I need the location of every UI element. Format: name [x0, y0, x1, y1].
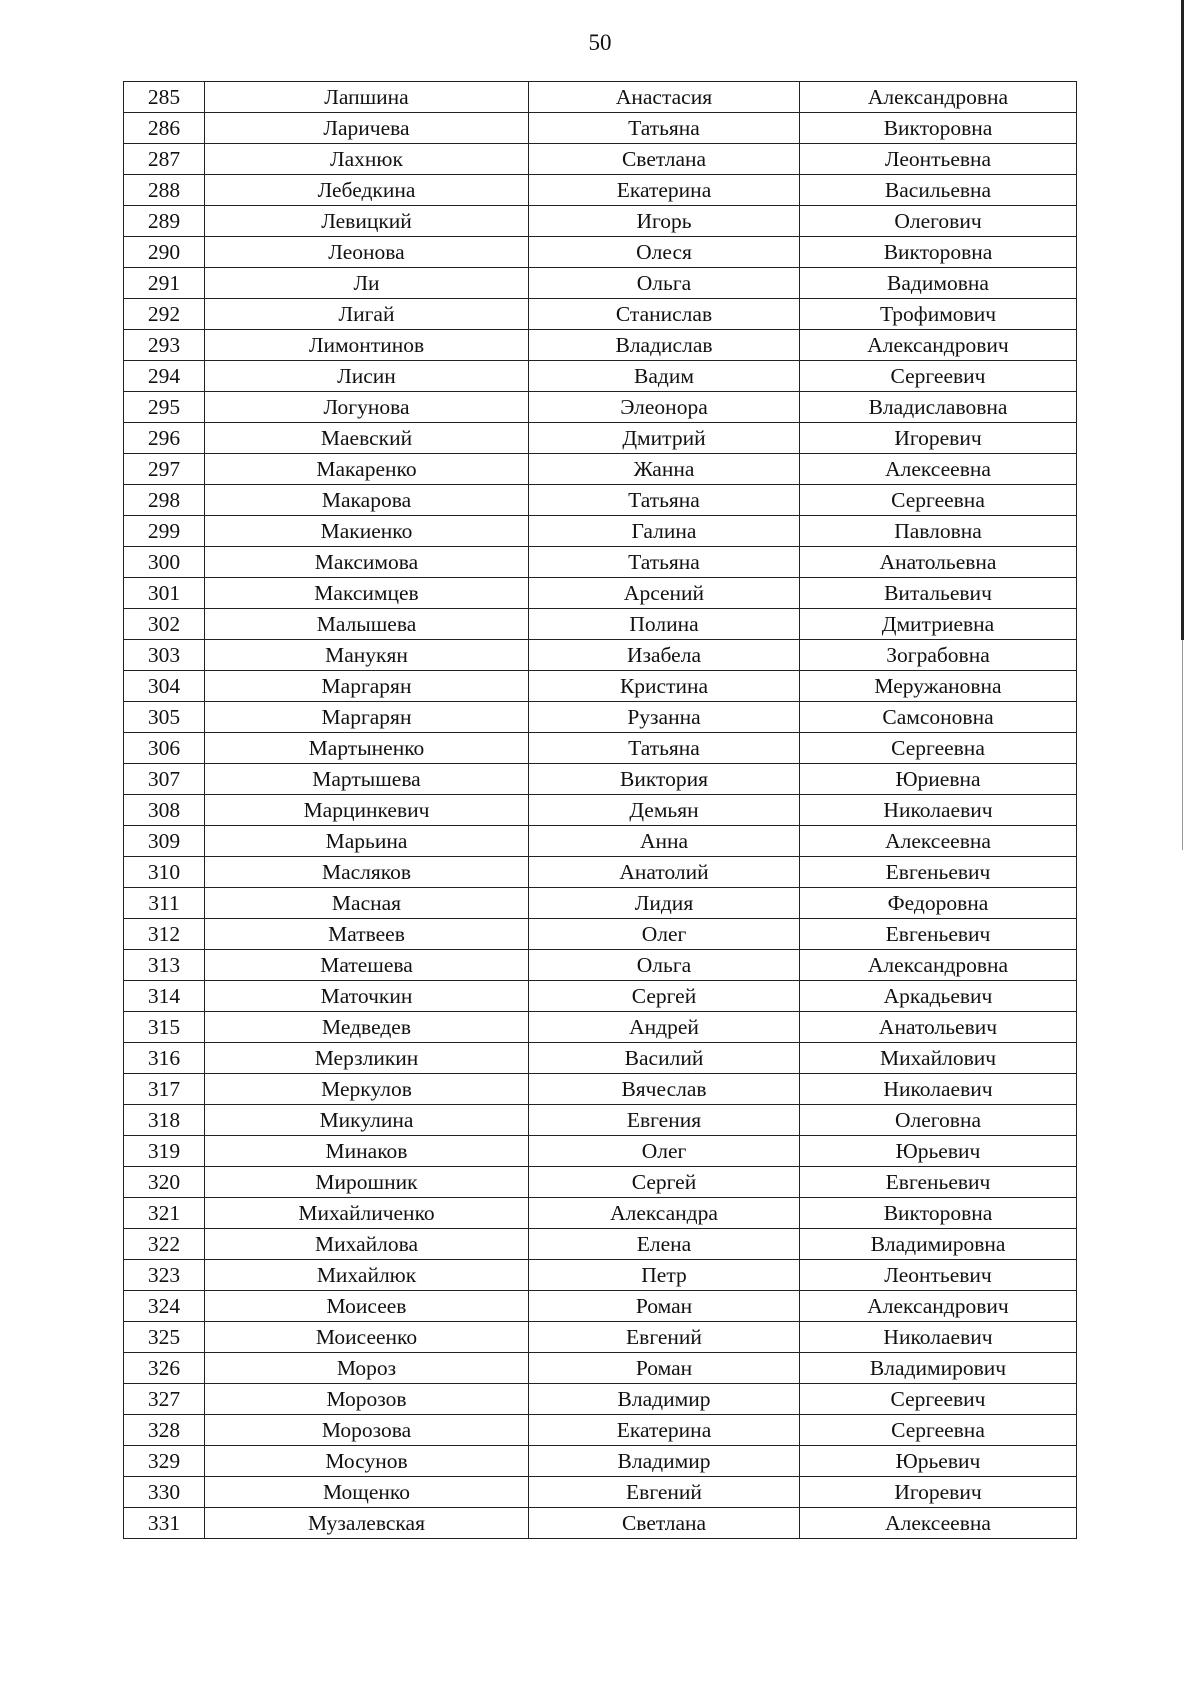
last-name-cell: Маевский — [205, 423, 529, 454]
patronymic-cell: Игоревич — [800, 423, 1077, 454]
first-name-cell: Евгения — [529, 1105, 800, 1136]
table-row — [124, 1105, 1077, 1136]
row-number-cell: 296 — [124, 423, 205, 454]
table-row — [124, 82, 1077, 113]
first-name-cell: Анастасия — [529, 82, 800, 113]
last-name-cell: Маргарян — [205, 702, 529, 733]
table-row — [124, 175, 1077, 206]
patronymic-cell: Дмитриевна — [800, 609, 1077, 640]
first-name-cell: Дмитрий — [529, 423, 800, 454]
row-number-cell: 312 — [124, 919, 205, 950]
patronymic-cell: Павловна — [800, 516, 1077, 547]
first-name-cell: Сергей — [529, 1167, 800, 1198]
table-row — [124, 1477, 1077, 1508]
patronymic-cell: Васильевна — [800, 175, 1077, 206]
row-number-cell: 295 — [124, 392, 205, 423]
first-name-cell: Татьяна — [529, 733, 800, 764]
row-number-cell: 321 — [124, 1198, 205, 1229]
row-number-cell: 325 — [124, 1322, 205, 1353]
first-name-cell: Александра — [529, 1198, 800, 1229]
first-name-cell: Элеонора — [529, 392, 800, 423]
last-name-cell: Михайлюк — [205, 1260, 529, 1291]
row-number-cell: 300 — [124, 547, 205, 578]
patronymic-cell: Владиславовна — [800, 392, 1077, 423]
last-name-cell: Лигай — [205, 299, 529, 330]
table-row — [124, 516, 1077, 547]
row-number-cell: 297 — [124, 454, 205, 485]
row-number-cell: 315 — [124, 1012, 205, 1043]
roster-table — [123, 81, 1077, 1539]
table-row — [124, 237, 1077, 268]
table-row — [124, 299, 1077, 330]
last-name-cell: Ларичева — [205, 113, 529, 144]
patronymic-cell: Юрьевич — [800, 1136, 1077, 1167]
patronymic-cell: Меружановна — [800, 671, 1077, 702]
first-name-cell: Татьяна — [529, 547, 800, 578]
table-row — [124, 1136, 1077, 1167]
last-name-cell: Моисеенко — [205, 1322, 529, 1353]
last-name-cell: Матешева — [205, 950, 529, 981]
table-row — [124, 268, 1077, 299]
last-name-cell: Мирошник — [205, 1167, 529, 1198]
patronymic-cell: Александровна — [800, 82, 1077, 113]
table-row — [124, 1260, 1077, 1291]
last-name-cell: Музалевская — [205, 1508, 529, 1539]
last-name-cell: Маточкин — [205, 981, 529, 1012]
last-name-cell: Максимцев — [205, 578, 529, 609]
first-name-cell: Анна — [529, 826, 800, 857]
row-number-cell: 293 — [124, 330, 205, 361]
last-name-cell: Меркулов — [205, 1074, 529, 1105]
patronymic-cell: Анатольевич — [800, 1012, 1077, 1043]
first-name-cell: Роман — [529, 1353, 800, 1384]
table-row — [124, 950, 1077, 981]
table-row — [124, 454, 1077, 485]
patronymic-cell: Леонтьевна — [800, 144, 1077, 175]
table-row — [124, 640, 1077, 671]
patronymic-cell: Евгеньевич — [800, 919, 1077, 950]
table-row — [124, 888, 1077, 919]
table-row — [124, 919, 1077, 950]
first-name-cell: Евгений — [529, 1477, 800, 1508]
row-number-cell: 311 — [124, 888, 205, 919]
first-name-cell: Василий — [529, 1043, 800, 1074]
last-name-cell: Макиенко — [205, 516, 529, 547]
first-name-cell: Андрей — [529, 1012, 800, 1043]
last-name-cell: Моисеев — [205, 1291, 529, 1322]
first-name-cell: Анатолий — [529, 857, 800, 888]
row-number-cell: 288 — [124, 175, 205, 206]
last-name-cell: Левицкий — [205, 206, 529, 237]
patronymic-cell: Сергеевич — [800, 1384, 1077, 1415]
last-name-cell: Морозов — [205, 1384, 529, 1415]
first-name-cell: Екатерина — [529, 1415, 800, 1446]
table-row — [124, 1415, 1077, 1446]
row-number-cell: 304 — [124, 671, 205, 702]
row-number-cell: 326 — [124, 1353, 205, 1384]
last-name-cell: Марьина — [205, 826, 529, 857]
patronymic-cell: Викторовна — [800, 237, 1077, 268]
table-row — [124, 981, 1077, 1012]
table-row — [124, 609, 1077, 640]
first-name-cell: Ольга — [529, 950, 800, 981]
patronymic-cell: Олеговна — [800, 1105, 1077, 1136]
first-name-cell: Кристина — [529, 671, 800, 702]
patronymic-cell: Александрович — [800, 330, 1077, 361]
row-number-cell: 309 — [124, 826, 205, 857]
last-name-cell: Лахнюк — [205, 144, 529, 175]
last-name-cell: Мороз — [205, 1353, 529, 1384]
patronymic-cell: Олегович — [800, 206, 1077, 237]
first-name-cell: Лидия — [529, 888, 800, 919]
first-name-cell: Ольга — [529, 268, 800, 299]
first-name-cell: Светлана — [529, 1508, 800, 1539]
patronymic-cell: Сергеевна — [800, 1415, 1077, 1446]
table-row — [124, 330, 1077, 361]
last-name-cell: Морозова — [205, 1415, 529, 1446]
patronymic-cell: Алексеевна — [800, 454, 1077, 485]
first-name-cell: Станислав — [529, 299, 800, 330]
last-name-cell: Мощенко — [205, 1477, 529, 1508]
first-name-cell: Вадим — [529, 361, 800, 392]
patronymic-cell: Сергеевна — [800, 733, 1077, 764]
row-number-cell: 307 — [124, 764, 205, 795]
first-name-cell: Светлана — [529, 144, 800, 175]
first-name-cell: Олеся — [529, 237, 800, 268]
row-number-cell: 318 — [124, 1105, 205, 1136]
first-name-cell: Полина — [529, 609, 800, 640]
row-number-cell: 299 — [124, 516, 205, 547]
row-number-cell: 328 — [124, 1415, 205, 1446]
first-name-cell: Сергей — [529, 981, 800, 1012]
row-number-cell: 294 — [124, 361, 205, 392]
row-number-cell: 306 — [124, 733, 205, 764]
last-name-cell: Микулина — [205, 1105, 529, 1136]
last-name-cell: Лапшина — [205, 82, 529, 113]
first-name-cell: Екатерина — [529, 175, 800, 206]
table-row — [124, 1167, 1077, 1198]
patronymic-cell: Аркадьевич — [800, 981, 1077, 1012]
row-number-cell: 323 — [124, 1260, 205, 1291]
row-number-cell: 322 — [124, 1229, 205, 1260]
table-row — [124, 144, 1077, 175]
table-row — [124, 1508, 1077, 1539]
first-name-cell: Евгений — [529, 1322, 800, 1353]
patronymic-cell: Юрьевич — [800, 1446, 1077, 1477]
last-name-cell: Маргарян — [205, 671, 529, 702]
patronymic-cell: Алексеевна — [800, 1508, 1077, 1539]
table-row — [124, 795, 1077, 826]
first-name-cell: Петр — [529, 1260, 800, 1291]
first-name-cell: Владимир — [529, 1384, 800, 1415]
row-number-cell: 287 — [124, 144, 205, 175]
row-number-cell: 331 — [124, 1508, 205, 1539]
last-name-cell: Мерзликин — [205, 1043, 529, 1074]
patronymic-cell: Викторовна — [800, 1198, 1077, 1229]
row-number-cell: 314 — [124, 981, 205, 1012]
table-row — [124, 547, 1077, 578]
table-row — [124, 733, 1077, 764]
last-name-cell: Лимонтинов — [205, 330, 529, 361]
row-number-cell: 316 — [124, 1043, 205, 1074]
table-row — [124, 1229, 1077, 1260]
table-row — [124, 485, 1077, 516]
table-row — [124, 1198, 1077, 1229]
last-name-cell: Мартыненко — [205, 733, 529, 764]
row-number-cell: 320 — [124, 1167, 205, 1198]
patronymic-cell: Алексеевна — [800, 826, 1077, 857]
last-name-cell: Медведев — [205, 1012, 529, 1043]
patronymic-cell: Николаевич — [800, 1074, 1077, 1105]
last-name-cell: Масляков — [205, 857, 529, 888]
patronymic-cell: Витальевич — [800, 578, 1077, 609]
row-number-cell: 308 — [124, 795, 205, 826]
patronymic-cell: Сергеевна — [800, 485, 1077, 516]
patronymic-cell: Вадимовна — [800, 268, 1077, 299]
row-number-cell: 327 — [124, 1384, 205, 1415]
patronymic-cell: Евгеньевич — [800, 857, 1077, 888]
table-row — [124, 857, 1077, 888]
scan-edge-line — [1181, 0, 1184, 640]
patronymic-cell: Самсоновна — [800, 702, 1077, 733]
patronymic-cell: Викторовна — [800, 113, 1077, 144]
first-name-cell: Демьян — [529, 795, 800, 826]
first-name-cell: Олег — [529, 1136, 800, 1167]
first-name-cell: Владимир — [529, 1446, 800, 1477]
last-name-cell: Масная — [205, 888, 529, 919]
last-name-cell: Лисин — [205, 361, 529, 392]
patronymic-cell: Владимирович — [800, 1353, 1077, 1384]
patronymic-cell: Леонтьевич — [800, 1260, 1077, 1291]
row-number-cell: 330 — [124, 1477, 205, 1508]
table-row — [124, 826, 1077, 857]
patronymic-cell: Николаевич — [800, 1322, 1077, 1353]
patronymic-cell: Игоревич — [800, 1477, 1077, 1508]
first-name-cell: Игорь — [529, 206, 800, 237]
page-number: 50 — [588, 30, 612, 55]
last-name-cell: Мосунов — [205, 1446, 529, 1477]
table-row — [124, 702, 1077, 733]
last-name-cell: Лебедкина — [205, 175, 529, 206]
last-name-cell: Мартышева — [205, 764, 529, 795]
patronymic-cell: Владимировна — [800, 1229, 1077, 1260]
row-number-cell: 317 — [124, 1074, 205, 1105]
last-name-cell: Манукян — [205, 640, 529, 671]
table-row — [124, 361, 1077, 392]
table-row — [124, 206, 1077, 237]
patronymic-cell: Сергеевич — [800, 361, 1077, 392]
first-name-cell: Владислав — [529, 330, 800, 361]
first-name-cell: Олег — [529, 919, 800, 950]
patronymic-cell: Зограбовна — [800, 640, 1077, 671]
last-name-cell: Михайлова — [205, 1229, 529, 1260]
row-number-cell: 310 — [124, 857, 205, 888]
first-name-cell: Галина — [529, 516, 800, 547]
last-name-cell: Михайличенко — [205, 1198, 529, 1229]
table-row — [124, 671, 1077, 702]
first-name-cell: Рузанна — [529, 702, 800, 733]
first-name-cell: Роман — [529, 1291, 800, 1322]
row-number-cell: 292 — [124, 299, 205, 330]
patronymic-cell: Юриевна — [800, 764, 1077, 795]
first-name-cell: Татьяна — [529, 113, 800, 144]
patronymic-cell: Федоровна — [800, 888, 1077, 919]
table-row — [124, 392, 1077, 423]
last-name-cell: Марцинкевич — [205, 795, 529, 826]
row-number-cell: 319 — [124, 1136, 205, 1167]
first-name-cell: Вячеслав — [529, 1074, 800, 1105]
patronymic-cell: Николаевич — [800, 795, 1077, 826]
table-row — [124, 764, 1077, 795]
table-row — [124, 1353, 1077, 1384]
first-name-cell: Жанна — [529, 454, 800, 485]
row-number-cell: 313 — [124, 950, 205, 981]
table-row — [124, 1446, 1077, 1477]
last-name-cell: Леонова — [205, 237, 529, 268]
row-number-cell: 291 — [124, 268, 205, 299]
table-row — [124, 423, 1077, 454]
row-number-cell: 286 — [124, 113, 205, 144]
row-number-cell: 302 — [124, 609, 205, 640]
last-name-cell: Матвеев — [205, 919, 529, 950]
last-name-cell: Максимова — [205, 547, 529, 578]
first-name-cell: Арсений — [529, 578, 800, 609]
table-row — [124, 1012, 1077, 1043]
last-name-cell: Ли — [205, 268, 529, 299]
row-number-cell: 329 — [124, 1446, 205, 1477]
table-row — [124, 1043, 1077, 1074]
table-row — [124, 1291, 1077, 1322]
patronymic-cell: Александрович — [800, 1291, 1077, 1322]
patronymic-cell: Трофимович — [800, 299, 1077, 330]
last-name-cell: Минаков — [205, 1136, 529, 1167]
row-number-cell: 324 — [124, 1291, 205, 1322]
row-number-cell: 298 — [124, 485, 205, 516]
row-number-cell: 301 — [124, 578, 205, 609]
last-name-cell: Макарова — [205, 485, 529, 516]
table-row — [124, 1322, 1077, 1353]
row-number-cell: 289 — [124, 206, 205, 237]
patronymic-cell: Анатольевна — [800, 547, 1077, 578]
first-name-cell: Татьяна — [529, 485, 800, 516]
patronymic-cell: Евгеньевич — [800, 1167, 1077, 1198]
table-row — [124, 578, 1077, 609]
first-name-cell: Изабела — [529, 640, 800, 671]
table-row — [124, 1384, 1077, 1415]
last-name-cell: Макаренко — [205, 454, 529, 485]
last-name-cell: Логунова — [205, 392, 529, 423]
first-name-cell: Виктория — [529, 764, 800, 795]
table-row — [124, 113, 1077, 144]
row-number-cell: 285 — [124, 82, 205, 113]
first-name-cell: Елена — [529, 1229, 800, 1260]
scan-edge-line-faint — [1182, 640, 1183, 850]
row-number-cell: 305 — [124, 702, 205, 733]
roster-table-body — [124, 82, 1077, 1539]
patronymic-cell: Александровна — [800, 950, 1077, 981]
table-row — [124, 1074, 1077, 1105]
patronymic-cell: Михайлович — [800, 1043, 1077, 1074]
row-number-cell: 303 — [124, 640, 205, 671]
last-name-cell: Малышева — [205, 609, 529, 640]
row-number-cell: 290 — [124, 237, 205, 268]
